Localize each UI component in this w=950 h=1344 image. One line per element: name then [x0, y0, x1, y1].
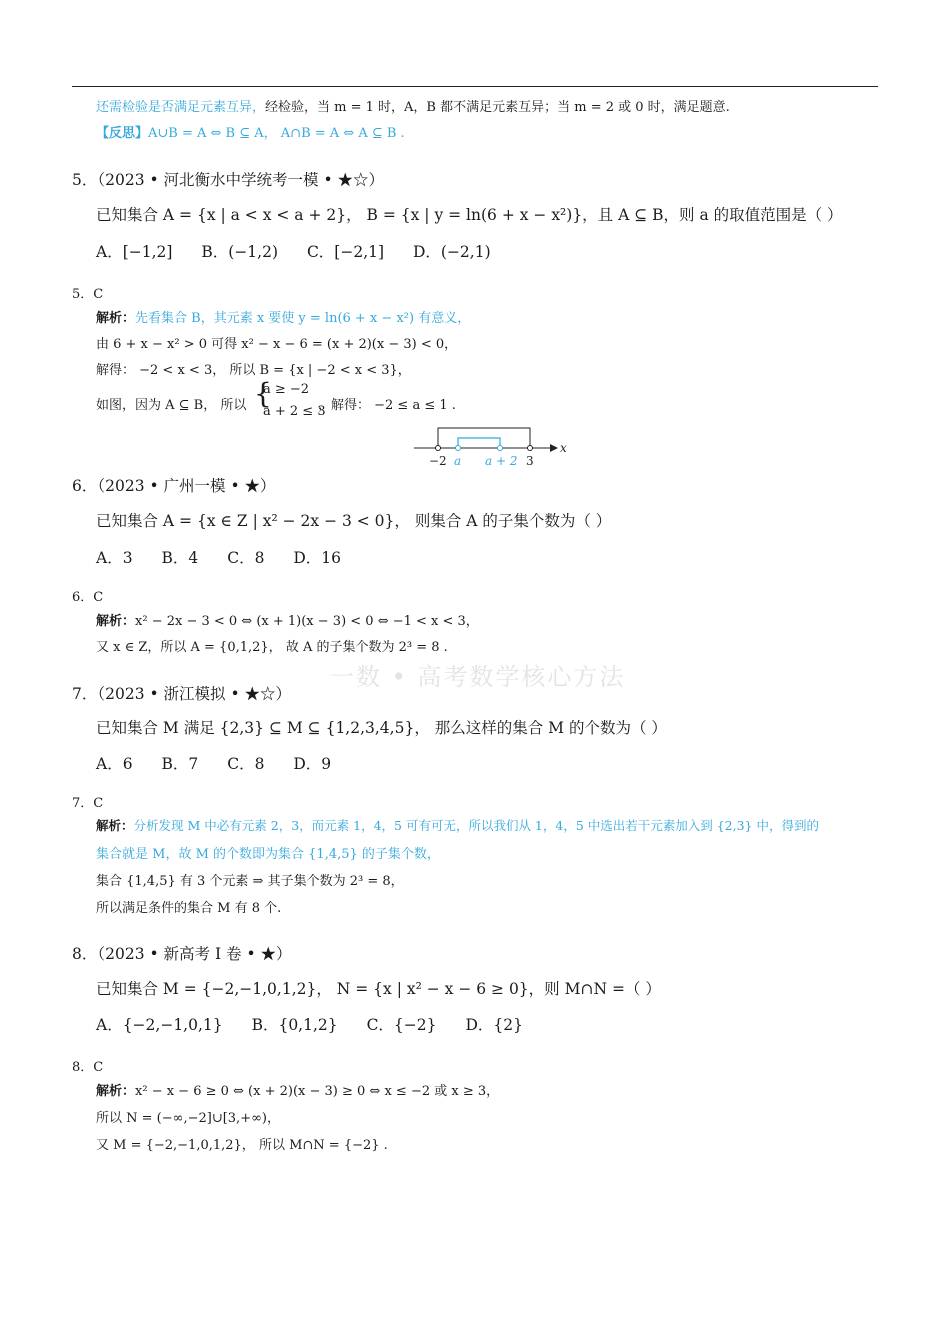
q8-option-d: D．{2} [465, 1016, 523, 1034]
q5-solution-label: 解析： [96, 311, 136, 326]
q6-options [96, 546, 365, 568]
q8-heading: 8．（2023 • 新高考 Ⅰ 卷 • ★） [72, 945, 292, 963]
q5-solution-line-3: 解得： −2 < x < 3， 所以 B = {x | −2 < x < 3}， [96, 363, 411, 378]
prev-note-blue: 还需检验是否满足元素互异， [96, 100, 266, 115]
q7-options [96, 752, 355, 774]
q6-option-c: C．8 [227, 549, 265, 567]
q8-solution-line-2: 所以 N = (−∞,−2]∪[3,+∞)， [96, 1111, 280, 1126]
q5-solution-line-4-post: ，解得： −2 ≤ a ≤ 1 . [318, 398, 456, 413]
open-point-3 [528, 446, 533, 451]
q8-option-a: A．{−2,−1,0,1} [96, 1016, 223, 1034]
q8-solution-label: 解析： [96, 1084, 136, 1099]
q8-answer: 8．C [72, 1060, 104, 1075]
q5-option-c: C．[−2,1] [306, 243, 385, 261]
q7-solution-label: 解析： [96, 818, 134, 833]
q6-option-d: D．16 [293, 549, 342, 567]
q5-option-a: A．[−1,2] [96, 243, 173, 261]
q6-heading: 6．（2023 • 广州一模 • ★） [72, 477, 276, 495]
q6-stem: 已知集合 A = {x ∈ Z | x² − 2x − 3 < 0}， 则集合 A 的子集个数为（ ） [96, 512, 612, 530]
tick-label-3: 3 [526, 454, 534, 468]
q7-heading: 7．（2023 • 浙江模拟 • ★☆） [72, 685, 292, 703]
q7-answer: 7．C [72, 796, 104, 811]
q6-option-a: A．3 [96, 549, 133, 567]
q6-solution-text: x² − 2x − 3 < 0 ⇔ (x + 1)(x − 3) < 0 ⇔ −1 < x < 3， [135, 614, 479, 629]
open-point-a-plus-2 [498, 446, 503, 451]
q6-option-b: B．4 [161, 549, 199, 567]
open-point-minus2 [436, 446, 441, 451]
reflect-text: A∪B = A ⇔ B ⊆ A， A∩B = A ⇔ A ⊆ B . [148, 126, 405, 141]
prev-solution-line [96, 96, 730, 115]
q7-solution-line-1 [96, 816, 819, 834]
q5-solution-hint: 先看集合 B，其元素 x 要使 y = ln(6 + x − x²) 有意义， [135, 311, 471, 326]
system-row-2: a + 2 ≤ 3 [263, 404, 326, 419]
q7-option-d: D．9 [293, 755, 332, 773]
system-row-1: a ≥ −2 [263, 382, 310, 397]
q7-solution-line-4: 所以满足条件的集合 M 有 8 个. [96, 901, 282, 916]
q8-solution-line-1 [96, 1080, 499, 1099]
q7-option-a: A．6 [96, 755, 133, 773]
prev-note-rest: 经检验，当 m = 1 时，A，B 都不满足元素互异；当 m = 2 或 0 时，满足题意. [265, 100, 730, 115]
axis-label-x: x [560, 441, 567, 455]
q7-solution-hint-1: 分析发现 M 中必有元素 2，3，而元素 1，4，5 可有可无，所以我们从 1，4，5 中选出若干元素加入到 {2,3} 中，得到的 [133, 818, 819, 833]
q5-option-b: B．(−1,2) [201, 243, 278, 261]
q5-stem: 已知集合 A = {x | a < x < a + 2}， B = {x | y = ln(6 + x − x²)}，且 A ⊆ B，则 a 的取值范围是（ ） [96, 206, 843, 224]
q6-answer: 6．C [72, 590, 104, 605]
q6-solution-line-1 [96, 610, 479, 629]
tick-label-minus2: −2 [429, 454, 447, 468]
q5-option-d: D．(−2,1) [412, 243, 491, 261]
q6-solution-line-2: 又 x ∈ Z，所以 A = {0,1,2}， 故 A 的子集个数为 2³ = 8 . [96, 640, 448, 655]
q7-solution-line-2: 集合就是 M，故 M 的个数即为集合 {1,4,5} 的子集个数， [96, 847, 440, 862]
q5-options [96, 240, 515, 262]
q6-solution-label: 解析： [96, 614, 136, 629]
q7-option-c: C．8 [227, 755, 265, 773]
q5-solution-line-4-pre: 如图，因为 A ⊆ B， 所以 [96, 398, 247, 413]
set-a-bracket [458, 438, 500, 448]
q8-solution-line-3: 又 M = {−2,−1,0,1,2}， 所以 M∩N = {−2} . [96, 1138, 388, 1153]
q5-solution-line-4 [96, 394, 246, 413]
reflect-tag: 【反思】 [96, 126, 149, 141]
number-line-figure [410, 424, 570, 470]
q5-heading: 5．（2023 • 河北衡水中学统考一模 • ★☆） [72, 171, 385, 189]
top-rule [72, 86, 878, 87]
q8-options [96, 1013, 547, 1035]
q5-answer: 5．C [72, 287, 104, 302]
q8-option-c: C．{−2} [366, 1016, 437, 1034]
tick-label-a-plus-2: a + 2 [485, 454, 518, 468]
number-line-arrow [550, 444, 558, 452]
q5-solution-line-2: 由 6 + x − x² > 0 可得 x² − x − 6 = (x + 2)(x − 3) < 0， [96, 337, 458, 352]
q8-stem: 已知集合 M = {−2,−1,0,1,2}， N = {x | x² − x − 6 ≥ 0}，则 M∩N =（ ） [96, 980, 661, 998]
system-brace: { [254, 377, 272, 410]
q7-stem: 已知集合 M 满足 {2,3} ⊆ M ⊆ {1,2,3,4,5}， 那么这样的集合 M 的个数为（ ） [96, 719, 667, 737]
q8-solution-text: x² − x − 6 ≥ 0 ⇔ (x + 2)(x − 3) ≥ 0 ⇔ x ≤ −2 或 x ≥ 3， [135, 1084, 500, 1099]
open-point-a [456, 446, 461, 451]
q5-solution-line-1 [96, 307, 470, 326]
tick-label-a: a [454, 454, 462, 468]
watermark: 一数 • 高考数学核心方法 [330, 663, 626, 691]
q8-option-b: B．{0,1,2} [251, 1016, 338, 1034]
q7-solution-line-3: 集合 {1,4,5} 有 3 个元素 ⇒ 其子集个数为 2³ = 8， [96, 874, 404, 889]
reflect-line [96, 122, 405, 141]
q7-option-b: B．7 [161, 755, 199, 773]
